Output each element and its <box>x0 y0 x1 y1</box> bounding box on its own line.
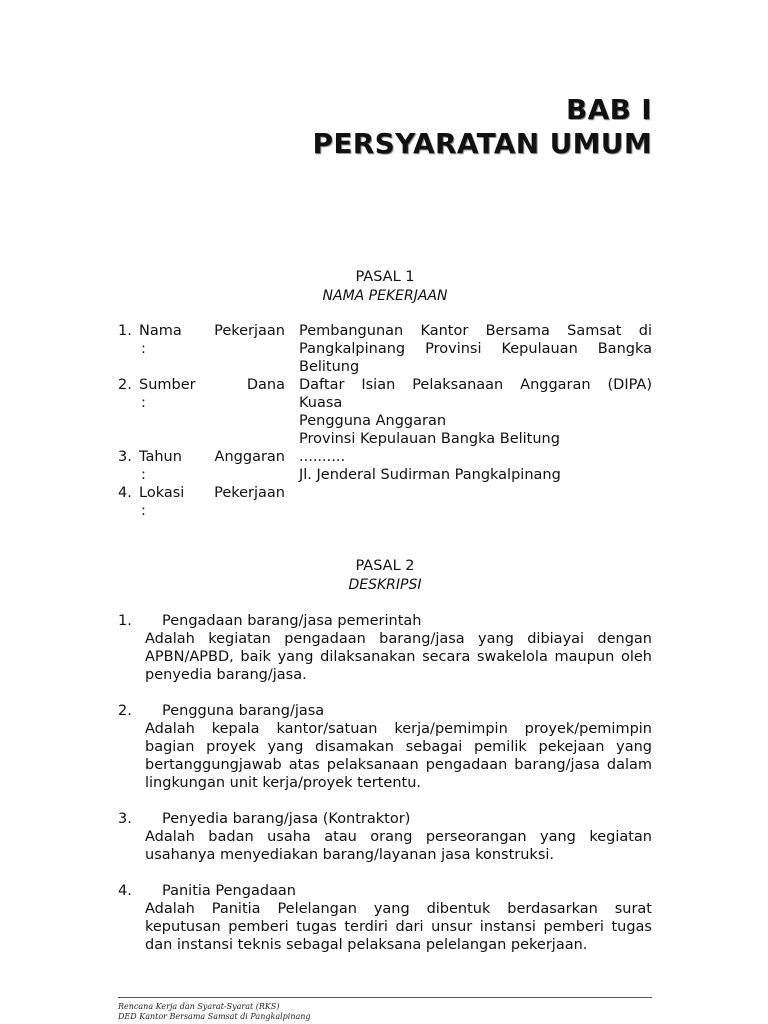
footer-line-2: DED Kantor Bersama Samsat di Pangkalpinang <box>118 1012 311 1021</box>
pasal2-title: PASAL 2 <box>355 558 415 574</box>
item-label <box>139 484 285 520</box>
label-colon: : <box>141 341 146 357</box>
item-value <box>285 376 652 448</box>
item-label <box>139 448 285 484</box>
chapter-heading <box>313 93 652 161</box>
value-line: Pengguna Anggaran <box>299 413 447 429</box>
label-word: Pekerjaan <box>214 323 285 339</box>
label-word: Sumber <box>139 377 196 393</box>
item-number: 2. <box>118 377 132 393</box>
item-value <box>285 484 652 520</box>
item-heading: Pengguna barang/jasa <box>162 703 325 719</box>
pasal1-subtitle: NAMA PEKERJAAN <box>322 288 448 304</box>
list-item <box>118 484 652 520</box>
chapter-title: PERSYARATAN UMUM <box>312 127 652 160</box>
item-body: Adalah badan usaha atau orang perseorangan yang kegiatan usahanya menyediakan barang/layanan jasa konstruksi. <box>145 829 652 863</box>
list-item <box>118 612 652 684</box>
list-item <box>118 376 652 448</box>
value-line: Pembangunan Kantor Bersama Samsat di <box>299 323 652 339</box>
item-number: 4. <box>118 883 132 899</box>
item-number: 4. <box>118 485 132 501</box>
item-body: Adalah kepala kantor/satuan kerja/pemimpin proyek/pemimpin bagian proyek yang disamakan sebagai pemilik pekejaan yang bertanggungjawab atas pelaksanaan pengadaan barang/jasa dalam lingkungan unit kerja/proyek tertentu. <box>145 721 652 791</box>
label-colon: : <box>141 395 146 411</box>
pasal1-list <box>118 322 652 520</box>
value-line: Daftar Isian Pelaksanaan Anggaran (DIPA) <box>299 377 652 393</box>
item-number: 2. <box>118 703 132 719</box>
label-word: Lokasi <box>139 485 185 501</box>
list-item <box>118 810 652 864</box>
item-number: 1. <box>118 323 132 339</box>
item-heading: Pengadaan barang/jasa pemerintah <box>162 613 422 629</box>
list-item <box>118 702 652 792</box>
label-word: Dana <box>246 377 285 393</box>
chapter-number: BAB I <box>565 93 652 126</box>
item-number: 3. <box>118 449 132 465</box>
item-heading: Penyedia barang/jasa (Kontraktor) <box>162 811 411 827</box>
label-word: Anggaran <box>214 449 285 465</box>
item-value <box>285 322 652 376</box>
label-colon: : <box>141 503 146 519</box>
item-number: 3. <box>118 811 132 827</box>
page-footer <box>118 997 652 1022</box>
value-line: Belitung <box>299 359 360 375</box>
footer-line-1: Rencana Kerja dan Syarat-Syarat (RKS) <box>118 1002 280 1011</box>
item-number: 1. <box>118 613 132 629</box>
value-line: Kuasa <box>299 395 343 411</box>
pasal2-subtitle: DESKRIPSI <box>348 577 422 593</box>
value-line: .......... <box>299 449 346 465</box>
item-value <box>285 448 652 484</box>
label-colon: : <box>141 467 146 483</box>
value-line: Pangkalpinang Provinsi Kepulauan Bangka <box>299 341 652 357</box>
item-label <box>139 322 285 376</box>
item-body: Adalah Panitia Pelelangan yang dibentuk berdasarkan surat keputusan pemberi tugas terdiri dari unsur instansi pemberi tugas dan instansi teknis sebagal pelaksana pelelangan pekerjaan. <box>145 901 652 953</box>
list-item <box>118 882 652 954</box>
pasal1-heading <box>118 268 652 305</box>
pasal2-list <box>118 612 652 972</box>
value-line: Jl. Jenderal Sudirman Pangkalpinang <box>299 467 561 483</box>
item-body: Adalah kegiatan pengadaan barang/jasa yang dibiayai dengan APBN/APBD, baik yang dilaksanakan secara swakelola maupun oleh penyedia barang/jasa. <box>145 631 652 683</box>
pasal2-heading <box>118 557 652 594</box>
label-word: Pekerjaan <box>214 485 285 501</box>
label-word: Nama <box>139 323 182 339</box>
label-word: Tahun <box>139 449 182 465</box>
pasal1-title: PASAL 1 <box>355 269 415 285</box>
item-label <box>139 376 285 448</box>
list-item <box>118 448 652 484</box>
list-item <box>118 322 652 376</box>
item-heading: Panitia Pengadaan <box>162 883 296 899</box>
value-line: Provinsi Kepulauan Bangka Belitung <box>299 431 560 447</box>
